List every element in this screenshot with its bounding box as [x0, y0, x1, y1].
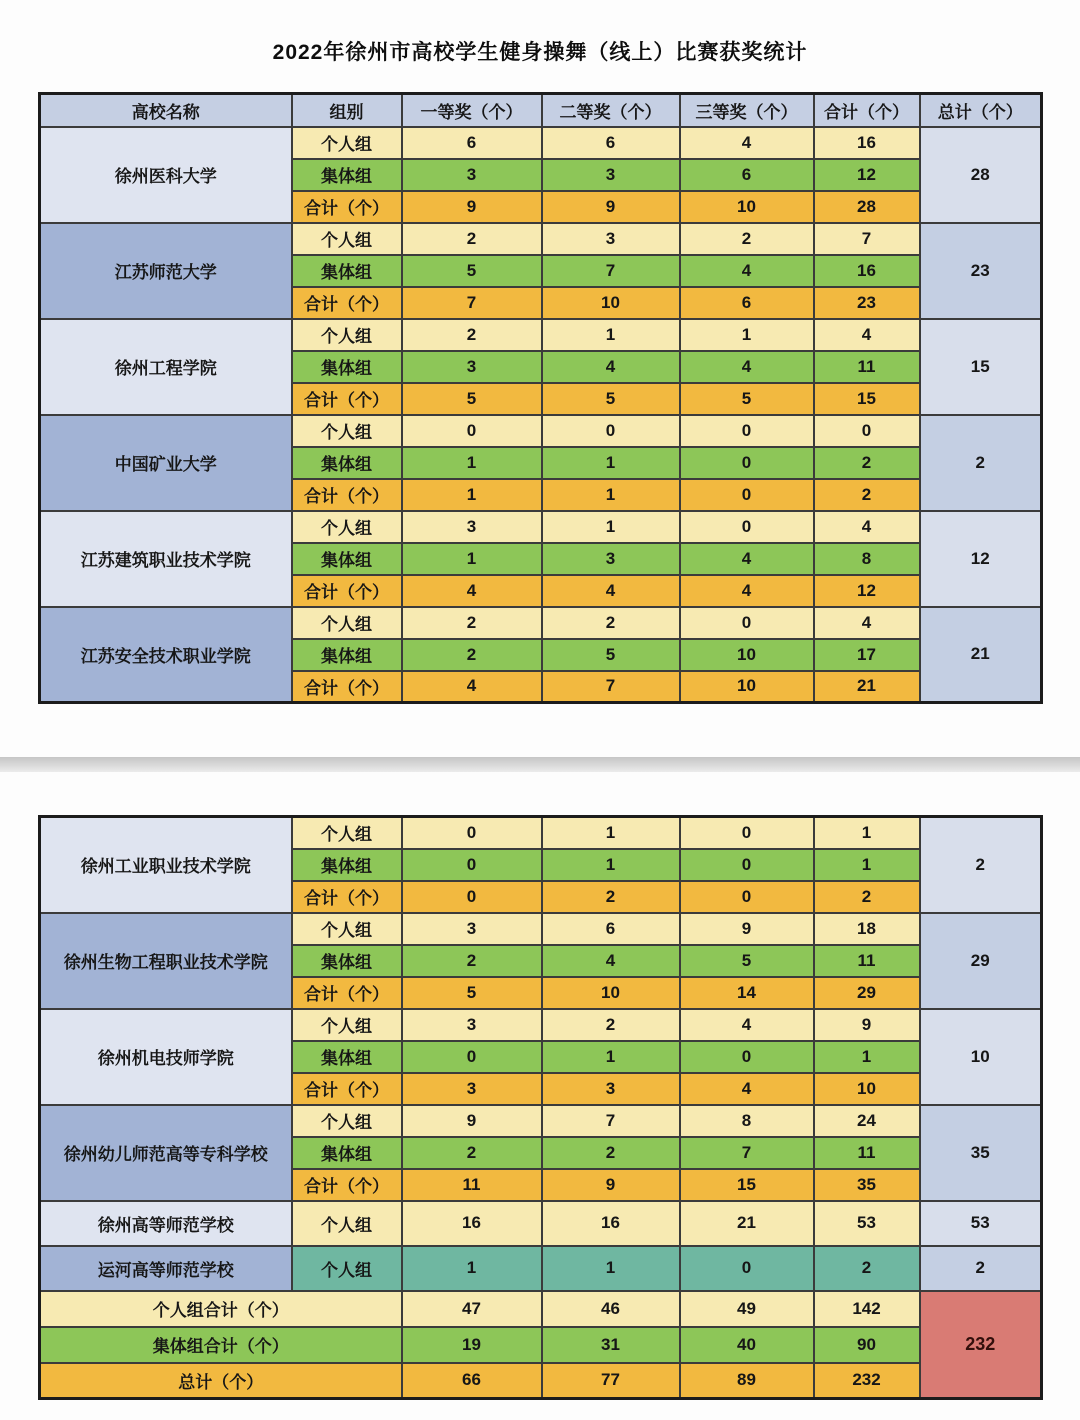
prize-value-cell: 0 [402, 849, 542, 881]
summary-value-cell: 90 [814, 1327, 920, 1363]
school-name-cell: 徐州生物工程职业技术学院 [40, 913, 292, 1009]
prize-value-cell: 1 [402, 1246, 542, 1291]
school-total-cell: 28 [920, 127, 1042, 223]
prize-value-cell: 6 [680, 159, 814, 191]
prize-value-cell: 1 [402, 543, 542, 575]
prize-value-cell: 2 [542, 1009, 680, 1041]
column-header-group: 组别 [292, 94, 402, 127]
prize-value-cell: 8 [680, 1105, 814, 1137]
prize-value-cell: 12 [814, 575, 920, 607]
group-label-cell: 合计（个） [292, 383, 402, 415]
summary-value-cell: 19 [402, 1327, 542, 1363]
prize-value-cell: 1 [542, 447, 680, 479]
prize-value-cell: 0 [680, 511, 814, 543]
prize-value-cell: 4 [680, 543, 814, 575]
school-total-cell: 21 [920, 607, 1042, 703]
prize-value-cell: 8 [814, 543, 920, 575]
summary-value-cell: 40 [680, 1327, 814, 1363]
group-label-cell: 个人组 [292, 913, 402, 945]
prize-value-cell: 11 [402, 1169, 542, 1201]
prize-value-cell: 16 [542, 1201, 680, 1246]
school-total-cell: 12 [920, 511, 1042, 607]
summary-label-cell: 总计（个） [40, 1363, 402, 1399]
column-header-first-prize: 一等奖（个） [402, 94, 542, 127]
prize-value-cell: 10 [814, 1073, 920, 1105]
group-label-cell: 集体组 [292, 849, 402, 881]
prize-value-cell: 5 [542, 383, 680, 415]
group-label-cell: 合计（个） [292, 671, 402, 703]
prize-value-cell: 3 [402, 351, 542, 383]
prize-value-cell: 6 [542, 913, 680, 945]
page-break-divider [0, 757, 1080, 772]
prize-value-cell: 3 [542, 223, 680, 255]
school-name-cell: 徐州工业职业技术学院 [40, 817, 292, 913]
prize-value-cell: 2 [402, 639, 542, 671]
group-label-cell: 集体组 [292, 945, 402, 977]
table-row [40, 1246, 1042, 1291]
table-row [40, 1009, 1042, 1041]
group-label-cell: 合计（个） [292, 479, 402, 511]
prize-value-cell: 2 [814, 479, 920, 511]
prize-value-cell: 0 [402, 881, 542, 913]
prize-value-cell: 53 [814, 1201, 920, 1246]
prize-value-cell: 1 [402, 479, 542, 511]
prize-value-cell: 16 [402, 1201, 542, 1246]
prize-value-cell: 0 [680, 479, 814, 511]
prize-value-cell: 5 [680, 945, 814, 977]
prize-value-cell: 17 [814, 639, 920, 671]
prize-value-cell: 0 [680, 607, 814, 639]
prize-value-cell: 0 [402, 817, 542, 849]
prize-value-cell: 9 [402, 191, 542, 223]
school-total-cell: 2 [920, 415, 1042, 511]
group-label-cell: 集体组 [292, 543, 402, 575]
prize-value-cell: 7 [814, 223, 920, 255]
school-name-cell: 徐州高等师范学校 [40, 1201, 292, 1246]
group-label-cell: 合计（个） [292, 881, 402, 913]
prize-value-cell: 28 [814, 191, 920, 223]
prize-value-cell: 1 [814, 1041, 920, 1073]
group-label-cell: 个人组 [292, 1105, 402, 1137]
awards-table-page1 [38, 92, 1043, 704]
prize-value-cell: 7 [542, 671, 680, 703]
table-row [40, 511, 1042, 543]
group-label-cell: 个人组 [292, 607, 402, 639]
prize-value-cell: 1 [402, 447, 542, 479]
group-label-cell: 个人组 [292, 127, 402, 159]
prize-value-cell: 5 [680, 383, 814, 415]
school-total-cell: 23 [920, 223, 1042, 319]
prize-value-cell: 4 [680, 1073, 814, 1105]
group-label-cell: 个人组 [292, 1201, 402, 1246]
prize-value-cell: 16 [814, 255, 920, 287]
group-label-cell: 合计（个） [292, 977, 402, 1009]
prize-value-cell: 4 [542, 575, 680, 607]
prize-value-cell: 0 [680, 881, 814, 913]
group-label-cell: 集体组 [292, 351, 402, 383]
prize-value-cell: 4 [680, 1009, 814, 1041]
prize-value-cell: 3 [402, 913, 542, 945]
prize-value-cell: 4 [680, 255, 814, 287]
prize-value-cell: 18 [814, 913, 920, 945]
prize-value-cell: 5 [402, 255, 542, 287]
prize-value-cell: 15 [680, 1169, 814, 1201]
prize-value-cell: 7 [680, 1137, 814, 1169]
prize-value-cell: 10 [680, 671, 814, 703]
prize-value-cell: 9 [814, 1009, 920, 1041]
prize-value-cell: 2 [680, 223, 814, 255]
school-total-cell: 15 [920, 319, 1042, 415]
school-name-cell: 徐州幼儿师范高等专科学校 [40, 1105, 292, 1201]
prize-value-cell: 9 [542, 1169, 680, 1201]
prize-value-cell: 1 [542, 511, 680, 543]
prize-value-cell: 0 [680, 817, 814, 849]
prize-value-cell: 7 [402, 287, 542, 319]
group-label-cell: 集体组 [292, 447, 402, 479]
summary-value-cell: 31 [542, 1327, 680, 1363]
prize-value-cell: 9 [542, 191, 680, 223]
table-row [40, 223, 1042, 255]
prize-value-cell: 4 [680, 575, 814, 607]
prize-value-cell: 6 [542, 127, 680, 159]
prize-value-cell: 24 [814, 1105, 920, 1137]
summary-value-cell: 47 [402, 1291, 542, 1327]
awards-table-page2 [38, 815, 1043, 1400]
prize-value-cell: 11 [814, 1137, 920, 1169]
table-row [40, 415, 1042, 447]
school-name-cell: 运河高等师范学校 [40, 1246, 292, 1291]
prize-value-cell: 0 [680, 1246, 814, 1291]
prize-value-cell: 4 [402, 671, 542, 703]
prize-value-cell: 3 [402, 1009, 542, 1041]
column-header-grand-total: 总计（个） [920, 94, 1042, 127]
prize-value-cell: 0 [680, 849, 814, 881]
prize-value-cell: 9 [680, 913, 814, 945]
prize-value-cell: 0 [680, 415, 814, 447]
column-header-second-prize: 二等奖（个） [542, 94, 680, 127]
prize-value-cell: 7 [542, 1105, 680, 1137]
prize-value-cell: 11 [814, 945, 920, 977]
column-header-subtotal: 合计（个） [814, 94, 920, 127]
prize-value-cell: 2 [542, 881, 680, 913]
prize-value-cell: 1 [814, 817, 920, 849]
prize-value-cell: 4 [680, 127, 814, 159]
summary-row [40, 1327, 1042, 1363]
table-row [40, 319, 1042, 351]
prize-value-cell: 3 [402, 159, 542, 191]
group-label-cell: 合计（个） [292, 1073, 402, 1105]
prize-value-cell: 10 [542, 287, 680, 319]
prize-value-cell: 2 [542, 1137, 680, 1169]
table-row [40, 817, 1042, 849]
prize-value-cell: 0 [814, 415, 920, 447]
prize-value-cell: 2 [542, 607, 680, 639]
group-label-cell: 个人组 [292, 1246, 402, 1291]
prize-value-cell: 1 [542, 817, 680, 849]
prize-value-cell: 4 [814, 511, 920, 543]
prize-value-cell: 3 [542, 159, 680, 191]
column-header-third-prize: 三等奖（个） [680, 94, 814, 127]
prize-value-cell: 2 [814, 881, 920, 913]
prize-value-cell: 2 [814, 447, 920, 479]
table-row [40, 607, 1042, 639]
school-name-cell: 江苏师范大学 [40, 223, 292, 319]
prize-value-cell: 15 [814, 383, 920, 415]
prize-value-cell: 0 [542, 415, 680, 447]
group-label-cell: 合计（个） [292, 1169, 402, 1201]
prize-value-cell: 4 [814, 319, 920, 351]
summary-value-cell: 49 [680, 1291, 814, 1327]
table-row [40, 1201, 1042, 1246]
prize-value-cell: 0 [680, 447, 814, 479]
group-label-cell: 集体组 [292, 1137, 402, 1169]
summary-label-cell: 集体组合计（个） [40, 1327, 402, 1363]
prize-value-cell: 2 [402, 319, 542, 351]
prize-value-cell: 4 [814, 607, 920, 639]
school-name-cell: 江苏安全技术职业学院 [40, 607, 292, 703]
prize-value-cell: 5 [402, 977, 542, 1009]
summary-value-cell: 77 [542, 1363, 680, 1399]
prize-value-cell: 1 [542, 479, 680, 511]
group-label-cell: 集体组 [292, 1041, 402, 1073]
prize-value-cell: 14 [680, 977, 814, 1009]
prize-value-cell: 6 [402, 127, 542, 159]
group-label-cell: 个人组 [292, 223, 402, 255]
header-row [40, 94, 1042, 127]
prize-value-cell: 21 [680, 1201, 814, 1246]
group-label-cell: 集体组 [292, 255, 402, 287]
summary-value-cell: 142 [814, 1291, 920, 1327]
group-label-cell: 个人组 [292, 511, 402, 543]
prize-value-cell: 4 [542, 351, 680, 383]
grand-total-cell: 232 [920, 1291, 1042, 1399]
prize-value-cell: 21 [814, 671, 920, 703]
summary-value-cell: 66 [402, 1363, 542, 1399]
prize-value-cell: 0 [402, 1041, 542, 1073]
prize-value-cell: 4 [542, 945, 680, 977]
group-label-cell: 集体组 [292, 639, 402, 671]
prize-value-cell: 16 [814, 127, 920, 159]
summary-row [40, 1291, 1042, 1327]
group-label-cell: 个人组 [292, 1009, 402, 1041]
prize-value-cell: 7 [542, 255, 680, 287]
prize-value-cell: 1 [814, 849, 920, 881]
school-total-cell: 29 [920, 913, 1042, 1009]
prize-value-cell: 23 [814, 287, 920, 319]
column-header-school: 高校名称 [40, 94, 292, 127]
prize-value-cell: 10 [680, 191, 814, 223]
school-total-cell: 10 [920, 1009, 1042, 1105]
group-label-cell: 合计（个） [292, 575, 402, 607]
summary-value-cell: 46 [542, 1291, 680, 1327]
prize-value-cell: 1 [542, 1246, 680, 1291]
prize-value-cell: 1 [542, 1041, 680, 1073]
school-total-cell: 2 [920, 817, 1042, 913]
summary-value-cell: 232 [814, 1363, 920, 1399]
prize-value-cell: 4 [680, 351, 814, 383]
group-label-cell: 合计（个） [292, 191, 402, 223]
prize-value-cell: 9 [402, 1105, 542, 1137]
summary-row [40, 1363, 1042, 1399]
prize-value-cell: 3 [542, 1073, 680, 1105]
prize-value-cell: 10 [542, 977, 680, 1009]
prize-value-cell: 35 [814, 1169, 920, 1201]
prize-value-cell: 5 [402, 383, 542, 415]
prize-value-cell: 11 [814, 351, 920, 383]
prize-value-cell: 1 [680, 319, 814, 351]
school-name-cell: 江苏建筑职业技术学院 [40, 511, 292, 607]
school-total-cell: 2 [920, 1246, 1042, 1291]
group-label-cell: 集体组 [292, 159, 402, 191]
prize-value-cell: 2 [814, 1246, 920, 1291]
school-total-cell: 53 [920, 1201, 1042, 1246]
prize-value-cell: 2 [402, 223, 542, 255]
summary-value-cell: 89 [680, 1363, 814, 1399]
page-title: 2022年徐州市高校学生健身操舞（线上）比赛获奖统计 [272, 41, 808, 64]
school-name-cell: 徐州医科大学 [40, 127, 292, 223]
table-row [40, 1105, 1042, 1137]
prize-value-cell: 10 [680, 639, 814, 671]
prize-value-cell: 1 [542, 849, 680, 881]
prize-value-cell: 3 [402, 1073, 542, 1105]
prize-value-cell: 2 [402, 945, 542, 977]
summary-label-cell: 个人组合计（个） [40, 1291, 402, 1327]
school-total-cell: 35 [920, 1105, 1042, 1201]
prize-value-cell: 2 [402, 1137, 542, 1169]
prize-value-cell: 4 [402, 575, 542, 607]
table-row [40, 913, 1042, 945]
group-label-cell: 合计（个） [292, 287, 402, 319]
prize-value-cell: 29 [814, 977, 920, 1009]
prize-value-cell: 6 [680, 287, 814, 319]
prize-value-cell: 2 [402, 607, 542, 639]
prize-value-cell: 1 [542, 319, 680, 351]
prize-value-cell: 0 [680, 1041, 814, 1073]
group-label-cell: 个人组 [292, 319, 402, 351]
prize-value-cell: 0 [402, 415, 542, 447]
prize-value-cell: 12 [814, 159, 920, 191]
school-name-cell: 徐州机电技师学院 [40, 1009, 292, 1105]
prize-value-cell: 3 [542, 543, 680, 575]
group-label-cell: 个人组 [292, 817, 402, 849]
group-label-cell: 个人组 [292, 415, 402, 447]
school-name-cell: 中国矿业大学 [40, 415, 292, 511]
table-row [40, 127, 1042, 159]
school-name-cell: 徐州工程学院 [40, 319, 292, 415]
prize-value-cell: 3 [402, 511, 542, 543]
prize-value-cell: 5 [542, 639, 680, 671]
